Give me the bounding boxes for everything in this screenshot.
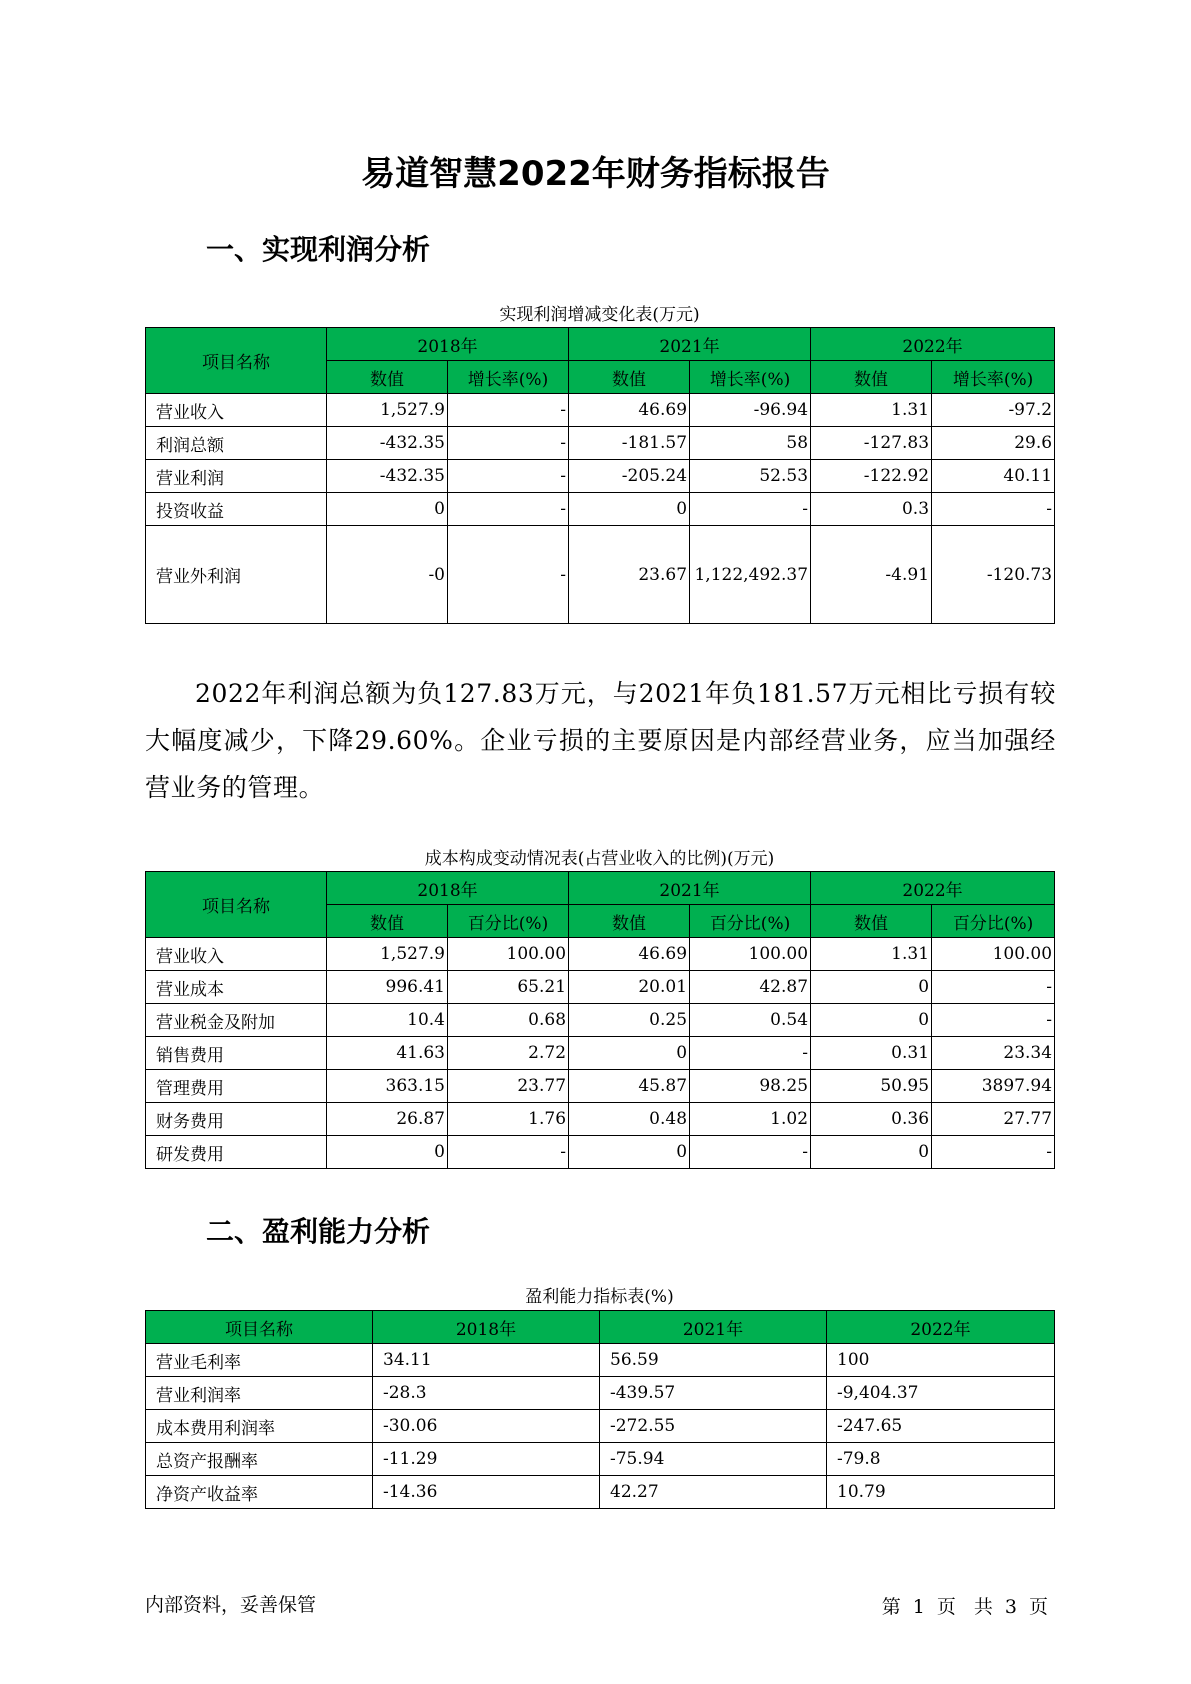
table-cell: -0 <box>327 526 448 624</box>
col-header-pct: 百分比(%) <box>690 905 811 938</box>
table-row <box>146 460 1055 493</box>
cost-structure-table <box>145 871 1055 1169</box>
table-cell: 1,122,492.37 <box>690 526 811 624</box>
table-cell: 34.11 <box>373 1344 600 1377</box>
table-cell: 0.48 <box>569 1103 690 1136</box>
col-header-year: 2021年 <box>600 1311 827 1344</box>
table-cell: -79.8 <box>827 1443 1055 1476</box>
table-cell: 42.27 <box>600 1476 827 1509</box>
col-header-rate: 增长率(%) <box>448 361 569 394</box>
col-header-rate: 增长率(%) <box>690 361 811 394</box>
table-cell: -9,404.37 <box>827 1377 1055 1410</box>
table-row <box>146 971 1055 1004</box>
table-cell: 1,527.9 <box>327 394 448 427</box>
col-header-value: 数值 <box>327 361 448 394</box>
col-header-year: 2022年 <box>811 328 1055 361</box>
table-cell: 3897.94 <box>932 1070 1055 1103</box>
col-header-name: 项目名称 <box>146 328 327 394</box>
table-cell: -11.29 <box>373 1443 600 1476</box>
table-cell: 0.54 <box>690 1004 811 1037</box>
table-cell: - <box>932 971 1055 1004</box>
table-cell: 100.00 <box>690 938 811 971</box>
table-row <box>146 1004 1055 1037</box>
table-row <box>146 1410 1055 1443</box>
table-cell: 100 <box>827 1344 1055 1377</box>
table-cell: 0 <box>569 493 690 526</box>
table-cell: 98.25 <box>690 1070 811 1103</box>
col-header-value: 数值 <box>811 361 932 394</box>
row-label: 营业收入 <box>146 938 327 971</box>
table-cell: 27.77 <box>932 1103 1055 1136</box>
table-cell: 0 <box>327 493 448 526</box>
table-cell: 46.69 <box>569 938 690 971</box>
col-header-year: 2018年 <box>327 328 569 361</box>
table-cell: 26.87 <box>327 1103 448 1136</box>
table-row <box>146 394 1055 427</box>
table-row <box>146 1103 1055 1136</box>
table-cell: -4.91 <box>811 526 932 624</box>
col-header-name: 项目名称 <box>146 1311 373 1344</box>
table-cell: 100.00 <box>932 938 1055 971</box>
table-cell: - <box>448 460 569 493</box>
table-cell: -247.65 <box>827 1410 1055 1443</box>
table-row <box>146 1136 1055 1169</box>
row-label: 营业成本 <box>146 971 327 1004</box>
table-cell: 2.72 <box>448 1037 569 1070</box>
table-cell: - <box>932 1136 1055 1169</box>
table-cell: -432.35 <box>327 427 448 460</box>
table-cell: - <box>448 526 569 624</box>
table-cell: -432.35 <box>327 460 448 493</box>
table-cell: 0.68 <box>448 1004 569 1037</box>
table-cell: 23.34 <box>932 1037 1055 1070</box>
page-title: 易道智慧2022年财务指标报告 <box>361 154 830 194</box>
table-cell: -181.57 <box>569 427 690 460</box>
table-cell: 58 <box>690 427 811 460</box>
col-header-year: 2022年 <box>827 1311 1055 1344</box>
table-cell: 0 <box>327 1136 448 1169</box>
row-label: 财务费用 <box>146 1103 327 1136</box>
row-label: 总资产报酬率 <box>146 1443 373 1476</box>
table-cell: 1.31 <box>811 394 932 427</box>
col-header-year: 2021年 <box>569 328 811 361</box>
row-label: 营业外利润 <box>146 526 327 624</box>
col-header-year: 2018年 <box>327 872 569 905</box>
table-row <box>146 1037 1055 1070</box>
table-cell: 0 <box>811 1136 932 1169</box>
page-number <box>876 1592 1054 1619</box>
table-cell: -14.36 <box>373 1476 600 1509</box>
table-row <box>146 1476 1055 1509</box>
table-cell: 65.21 <box>448 971 569 1004</box>
table-row <box>146 493 1055 526</box>
table-cell: 1.02 <box>690 1103 811 1136</box>
table-cell: 0.3 <box>811 493 932 526</box>
col-header-year: 2022年 <box>811 872 1055 905</box>
row-label: 营业利润 <box>146 460 327 493</box>
col-header-value: 数值 <box>811 905 932 938</box>
page-current: 1 <box>912 1596 925 1618</box>
table-cell: 46.69 <box>569 394 690 427</box>
table-caption-cost: 成本构成变动情况表(占营业收入的比例)(万元) <box>424 849 775 869</box>
row-label: 净资产收益率 <box>146 1476 373 1509</box>
table-cell: - <box>690 493 811 526</box>
table-cell: - <box>448 427 569 460</box>
table-cell: -75.94 <box>600 1443 827 1476</box>
table-cell: 0.31 <box>811 1037 932 1070</box>
table-caption-profit: 实现利润增减变化表(万元) <box>499 305 700 325</box>
table-row <box>146 526 1055 624</box>
table-row <box>146 1443 1055 1476</box>
table-cell: 45.87 <box>569 1070 690 1103</box>
table-cell: - <box>690 1136 811 1169</box>
table-cell: - <box>448 1136 569 1169</box>
table-cell: -272.55 <box>600 1410 827 1443</box>
row-label: 营业税金及附加 <box>146 1004 327 1037</box>
table-cell: - <box>448 394 569 427</box>
table-cell: 10.79 <box>827 1476 1055 1509</box>
table-caption-profitability: 盈利能力指标表(%) <box>525 1287 674 1307</box>
section-heading-profitability: 二、盈利能力分析 <box>206 1215 431 1248</box>
table-cell: 50.95 <box>811 1070 932 1103</box>
col-header-value: 数值 <box>569 905 690 938</box>
row-label: 销售费用 <box>146 1037 327 1070</box>
table-row <box>146 1344 1055 1377</box>
table-cell: -28.3 <box>373 1377 600 1410</box>
table-cell: 0 <box>569 1037 690 1070</box>
table-row <box>146 427 1055 460</box>
table-cell: 1.31 <box>811 938 932 971</box>
table-cell: - <box>932 1004 1055 1037</box>
row-label: 管理费用 <box>146 1070 327 1103</box>
table-cell: 1,527.9 <box>327 938 448 971</box>
section-heading-profit: 一、实现利润分析 <box>206 233 431 266</box>
table-cell: -205.24 <box>569 460 690 493</box>
col-header-rate: 增长率(%) <box>932 361 1055 394</box>
col-header-year: 2021年 <box>569 872 811 905</box>
table-cell: 10.4 <box>327 1004 448 1037</box>
row-label: 营业收入 <box>146 394 327 427</box>
table-cell: -127.83 <box>811 427 932 460</box>
table-cell: 23.77 <box>448 1070 569 1103</box>
table-cell: 996.41 <box>327 971 448 1004</box>
row-label: 利润总额 <box>146 427 327 460</box>
profit-analysis-paragraph: 2022年利润总额为负127.83万元，与2021年负181.57万元相比亏损有较大幅度减少，下降29.60%。企业亏损的主要原因是内部经营业务，应当加强经营业务的管理。 <box>145 679 1056 802</box>
table-cell: 0.25 <box>569 1004 690 1037</box>
table-cell: 23.67 <box>569 526 690 624</box>
table-cell: 42.87 <box>690 971 811 1004</box>
row-label: 投资收益 <box>146 493 327 526</box>
table-cell: 0 <box>811 1004 932 1037</box>
table-cell: -97.2 <box>932 394 1055 427</box>
page-total: 3 <box>1004 1596 1017 1618</box>
row-label: 营业利润率 <box>146 1377 373 1410</box>
table-cell: 0 <box>569 1136 690 1169</box>
total-unit: 页 <box>1028 1596 1048 1618</box>
page-prefix: 第 <box>881 1596 901 1618</box>
table-cell: 29.6 <box>932 427 1055 460</box>
table-cell: 363.15 <box>327 1070 448 1103</box>
table-cell: 40.11 <box>932 460 1055 493</box>
table-cell: - <box>690 1037 811 1070</box>
table-row <box>146 938 1055 971</box>
table-row <box>146 1070 1055 1103</box>
table-cell: -122.92 <box>811 460 932 493</box>
table-cell: 0 <box>811 971 932 1004</box>
table-cell: -439.57 <box>600 1377 827 1410</box>
table-cell: 0.36 <box>811 1103 932 1136</box>
row-label: 营业毛利率 <box>146 1344 373 1377</box>
table-cell: 20.01 <box>569 971 690 1004</box>
row-label: 研发费用 <box>146 1136 327 1169</box>
table-cell: 1.76 <box>448 1103 569 1136</box>
col-header-pct: 百分比(%) <box>448 905 569 938</box>
table-row <box>146 1377 1055 1410</box>
table-cell: -120.73 <box>932 526 1055 624</box>
table-cell: 56.59 <box>600 1344 827 1377</box>
col-header-value: 数值 <box>569 361 690 394</box>
table-cell: 52.53 <box>690 460 811 493</box>
profitability-table <box>145 1310 1055 1509</box>
page-unit: 页 <box>936 1596 956 1618</box>
col-header-pct: 百分比(%) <box>932 905 1055 938</box>
table-cell: - <box>448 493 569 526</box>
table-cell: - <box>932 493 1055 526</box>
col-header-year: 2018年 <box>373 1311 600 1344</box>
table-cell: -30.06 <box>373 1410 600 1443</box>
row-label: 成本费用利润率 <box>146 1410 373 1443</box>
footer-confidential-note: 内部资料，妥善保管 <box>145 1594 317 1616</box>
table-cell: -96.94 <box>690 394 811 427</box>
profit-change-table <box>145 327 1055 624</box>
total-prefix: 共 <box>973 1596 993 1618</box>
col-header-value: 数值 <box>327 905 448 938</box>
table-cell: 100.00 <box>448 938 569 971</box>
col-header-name: 项目名称 <box>146 872 327 938</box>
table-cell: 41.63 <box>327 1037 448 1070</box>
